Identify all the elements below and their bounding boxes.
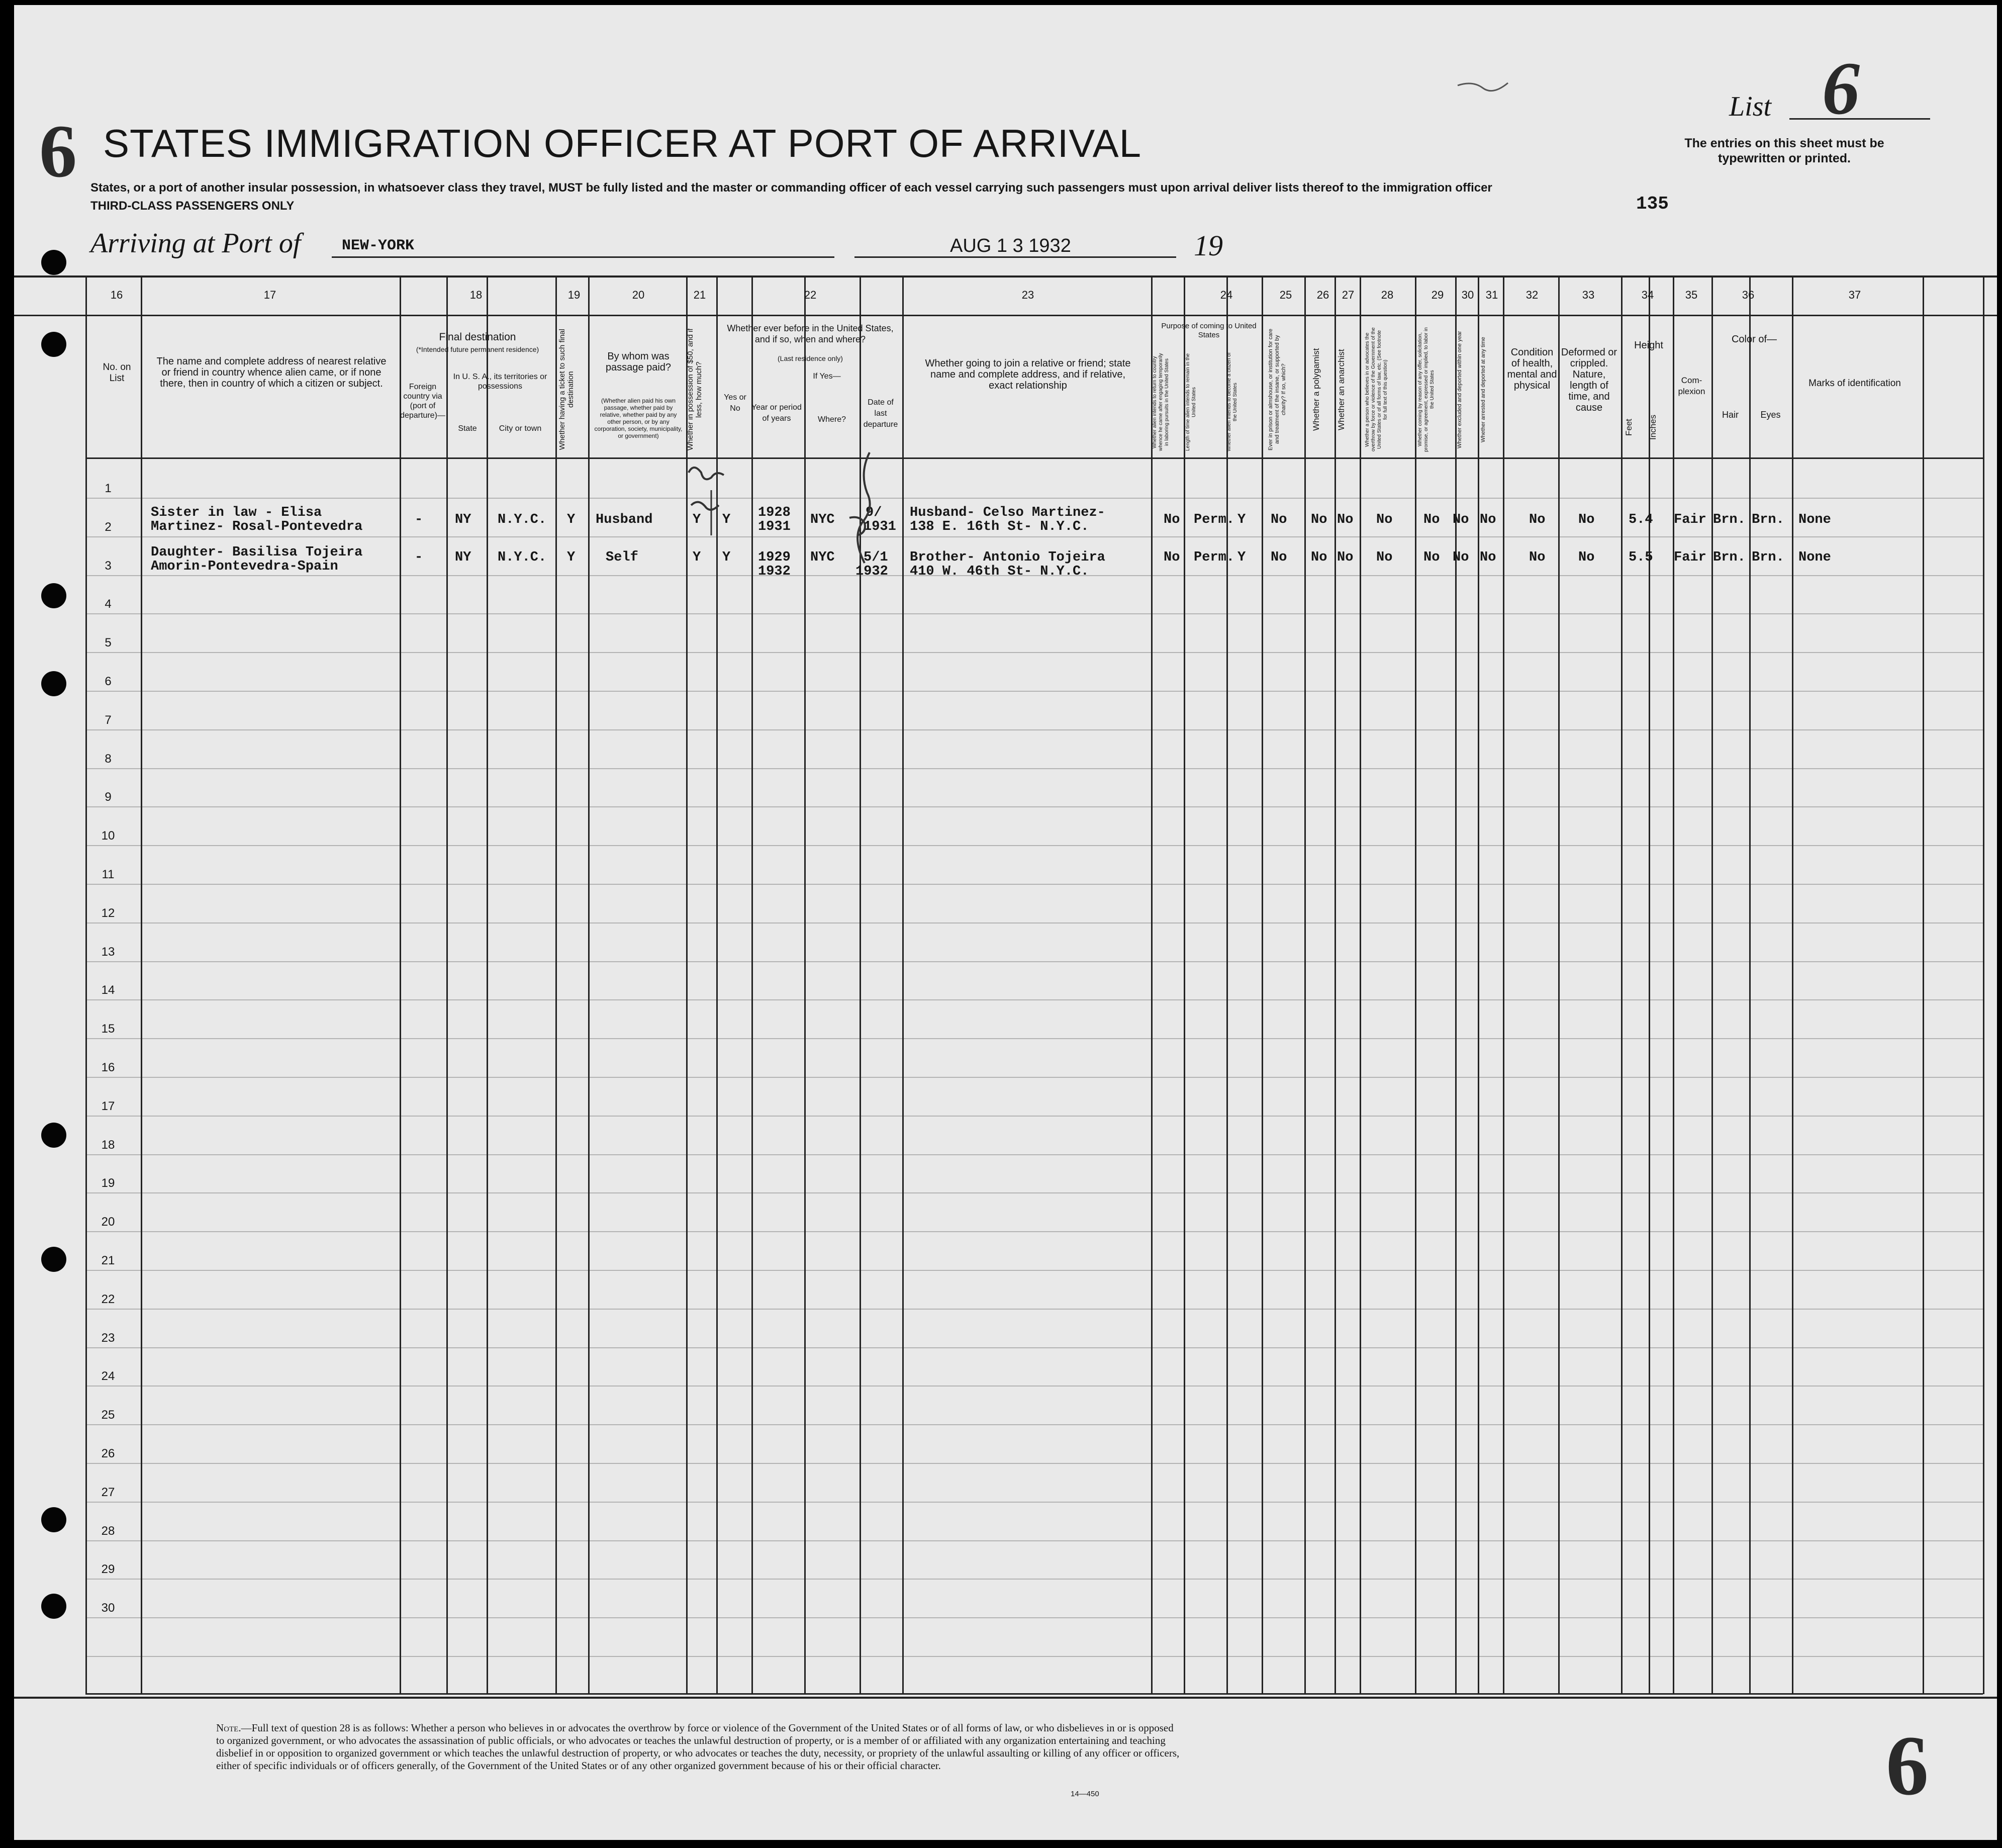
header-prison: Ever in prison or almshouse, or institution for care and treatment of the insane, or supported by charity? If so, which? bbox=[1268, 328, 1287, 451]
list-number: 6 bbox=[1822, 47, 1860, 130]
row2-possession: Y bbox=[693, 550, 701, 565]
header-height: Height bbox=[1634, 340, 1663, 351]
header-where: Where? bbox=[817, 415, 846, 424]
column-divider bbox=[1749, 278, 1751, 1694]
row-number: 20 bbox=[101, 1215, 115, 1229]
row-number: 22 bbox=[101, 1292, 115, 1306]
header-marks: Marks of identification bbox=[1808, 378, 1901, 389]
ruled-line bbox=[85, 691, 1983, 692]
table-top-border bbox=[14, 275, 1997, 278]
row2-state: NY bbox=[455, 550, 471, 565]
row-number: 21 bbox=[101, 1254, 115, 1267]
ruled-line bbox=[85, 999, 1983, 1000]
footnote-text: —Full text of question 28 is as follows: Whether a person who believes in or advocates the overthrow by force or violence of the Government of the United States or of all forms of law, or who disbelieves in or is opposed to organized government, or who advocates the assassination of public officials, or who advocates or teaches the unlawful destruction of property, or is a member of or affiliated with any organization entertaining and teaching disbelief in or opposition to organized government or which teaches the unlawful destruction of property, or who advocates or teaches the duty, necessity, or propriety of the unlawful assaulting or killing of any officer or officers, either of specific individuals or of officers generally, of the Government of the United States or of any other organized government because of his or their official character. bbox=[216, 1722, 1180, 1772]
col-num: 35 bbox=[1685, 289, 1698, 301]
ruled-line bbox=[85, 768, 1983, 769]
row1-polygamist: No bbox=[1311, 512, 1327, 527]
column-divider bbox=[1649, 278, 1650, 1694]
row-number: 10 bbox=[101, 829, 115, 843]
entries-note: The entries on this sheet must be typewritten or printed. bbox=[1684, 136, 1884, 165]
arriving-label: Arriving at Port of bbox=[90, 228, 301, 259]
ruled-line bbox=[85, 1463, 1983, 1464]
header-offer: Whether coming by reason of any offer, solicitation, promise, or agreement, expressed or implied, to labor in the United States bbox=[1417, 327, 1435, 452]
row-number: 18 bbox=[101, 1138, 115, 1152]
row-number: 13 bbox=[101, 945, 115, 959]
binder-hole bbox=[41, 1247, 66, 1272]
header-final-destination-note: (*Intended future permanent residence) bbox=[416, 345, 539, 353]
column-divider bbox=[1226, 278, 1228, 1694]
column-divider bbox=[1262, 278, 1263, 1694]
header-inches: Inches bbox=[1648, 414, 1658, 440]
header-ever-before: Whether ever before in the United States, and if so, when and where? bbox=[727, 323, 894, 344]
header-deformed: Deformed or crippled. Nature, length of time, and cause bbox=[1561, 347, 1617, 413]
header-feet: Feet bbox=[1624, 418, 1634, 436]
row-number: 29 bbox=[101, 1562, 115, 1576]
header-foreign-country: Foreign country via (port of departure)— bbox=[400, 383, 445, 420]
row-number: 9 bbox=[105, 790, 112, 804]
header-excluded: Whether excluded and deported within one year bbox=[1457, 331, 1463, 448]
row1-state: NY bbox=[455, 512, 471, 527]
column-divider bbox=[1923, 278, 1924, 1694]
header-anarchist: Whether an anarchist bbox=[1337, 349, 1346, 430]
row1-foreign: - bbox=[415, 512, 423, 527]
row2-polygamist: No bbox=[1311, 550, 1327, 565]
row-number: 4 bbox=[105, 597, 112, 611]
column-divider bbox=[400, 278, 401, 1694]
column-divider bbox=[555, 278, 557, 1694]
header-by-whom-note: (Whether alien paid his own passage, whether paid by relative, whether paid by any other person, or by any corporation, society, municipality, or government) bbox=[594, 397, 683, 439]
column-divider bbox=[1621, 278, 1623, 1694]
row2-excluded: No bbox=[1453, 550, 1469, 565]
row2-arrested: No bbox=[1480, 550, 1496, 565]
header-year-period: Year or period of years bbox=[751, 403, 802, 423]
row-number: 19 bbox=[101, 1176, 115, 1190]
ruled-line bbox=[85, 1192, 1983, 1193]
column-divider bbox=[487, 278, 488, 1694]
ruled-line bbox=[85, 1424, 1983, 1425]
row1-possession: Y bbox=[693, 512, 701, 527]
header-instruction: States, or a port of another insular possession, in whatsoever class they travel, MUST be fully listed and the master or commanding officer of each vessel carrying such passengers must upon arrival deliver lists thereof to the immigration officer bbox=[90, 181, 1492, 195]
column-divider bbox=[1184, 278, 1185, 1694]
header-purpose-length: Length of time alien intends to remain in the United States bbox=[1185, 353, 1197, 451]
row2-prison: No bbox=[1271, 550, 1287, 565]
row-number: 3 bbox=[105, 559, 112, 573]
ruled-line bbox=[85, 1116, 1983, 1117]
ruled-line bbox=[85, 1309, 1983, 1310]
col-num: 19 bbox=[567, 289, 581, 301]
footnote-lead: Note. bbox=[216, 1722, 241, 1734]
col-num: 26 bbox=[1316, 289, 1329, 301]
row1-join-line1: Husband- Celso Martinez- bbox=[910, 505, 1105, 520]
row2-hair: Brn. bbox=[1713, 550, 1746, 565]
pencil-mark bbox=[1453, 65, 1513, 106]
row2-years-line2: 1932 bbox=[758, 564, 791, 579]
ruled-line bbox=[85, 729, 1983, 730]
col-num: 29 bbox=[1431, 289, 1444, 301]
row1-height: 5.4 bbox=[1629, 512, 1653, 527]
footnote bbox=[216, 1722, 1181, 1772]
ruled-line bbox=[85, 1617, 1983, 1618]
row2-overthrow: No bbox=[1376, 550, 1393, 565]
row2-health: No bbox=[1529, 550, 1546, 565]
row2-complexion: Fair bbox=[1674, 550, 1706, 565]
col-num: 17 bbox=[263, 289, 276, 301]
ruled-line bbox=[85, 845, 1983, 846]
ruled-line bbox=[85, 613, 1983, 614]
column-divider bbox=[1673, 278, 1674, 1694]
row1-anarchist: No bbox=[1337, 512, 1354, 527]
col-num: 31 bbox=[1485, 289, 1498, 301]
column-divider bbox=[1503, 278, 1504, 1694]
column-divider bbox=[1151, 278, 1153, 1694]
column-divider bbox=[141, 278, 142, 1694]
row-number: 26 bbox=[101, 1447, 115, 1460]
header-possession: Whether in possession of $50, and if less, how much? bbox=[686, 328, 703, 451]
column-divider bbox=[446, 278, 448, 1694]
col-num: 33 bbox=[1582, 289, 1595, 301]
row-number: 17 bbox=[101, 1099, 115, 1113]
footer-rule bbox=[14, 1697, 1997, 1699]
row2-deformed: No bbox=[1578, 550, 1595, 565]
col-num: 18 bbox=[469, 289, 483, 301]
row-number: 1 bbox=[105, 482, 112, 495]
row2-height: 5.5 bbox=[1629, 550, 1653, 565]
row-number: 12 bbox=[101, 906, 115, 920]
header-date-departure: Date of last departure bbox=[863, 398, 898, 429]
header-purpose-citizen: Whether alien intends to become a citizen of the United States bbox=[1226, 352, 1238, 452]
table-bottom-rule bbox=[85, 1693, 1983, 1695]
row2-join-line2: 410 W. 46th St- N.Y.C. bbox=[910, 564, 1089, 579]
header-by-whom: By whom was passage paid? bbox=[605, 351, 672, 373]
row-number: 27 bbox=[101, 1486, 115, 1499]
col-num: 37 bbox=[1848, 289, 1861, 301]
binder-hole bbox=[41, 1507, 66, 1532]
row-number: 6 bbox=[105, 675, 112, 688]
column-divider bbox=[1334, 278, 1336, 1694]
row1-citizen: Y bbox=[1237, 512, 1246, 527]
binder-hole bbox=[41, 332, 66, 357]
col-num: 25 bbox=[1279, 289, 1292, 301]
header-class: THIRD-CLASS PASSENGERS ONLY bbox=[90, 199, 295, 213]
header-purpose-return: Whether alien intends to return to country whence he came after engaging temporarily in laboring pursuits in the United States bbox=[1152, 353, 1170, 451]
row-number: 23 bbox=[101, 1331, 115, 1345]
year-prefix: 19 bbox=[1194, 229, 1223, 262]
ruled-line bbox=[85, 1270, 1983, 1271]
col-num: 23 bbox=[1021, 289, 1034, 301]
handwritten-annotations bbox=[653, 442, 935, 593]
col-num: 28 bbox=[1381, 289, 1394, 301]
row1-paid-by: Husband bbox=[596, 512, 653, 527]
binder-hole bbox=[41, 1123, 66, 1148]
col-num: 22 bbox=[804, 289, 817, 301]
row-number: 5 bbox=[105, 636, 112, 650]
row2-foreign: - bbox=[415, 550, 423, 565]
ruled-line bbox=[85, 1579, 1983, 1580]
list-underline bbox=[1789, 118, 1930, 120]
column-number-rule bbox=[14, 315, 1997, 316]
row1-deformed: No bbox=[1578, 512, 1595, 527]
row2-offer: No bbox=[1423, 550, 1440, 565]
header-condition: Condition of health, mental and physical bbox=[1507, 347, 1557, 391]
row2-city: N.Y.C. bbox=[498, 550, 547, 565]
col-num: 21 bbox=[693, 289, 706, 301]
row2-where: NYC bbox=[810, 550, 835, 565]
row2-eyes: Brn. bbox=[1752, 550, 1784, 565]
ruled-line bbox=[85, 1077, 1983, 1078]
row1-health: No bbox=[1529, 512, 1546, 527]
row2-join-line1: Brother- Antonio Tojeira bbox=[910, 550, 1105, 565]
column-divider bbox=[1983, 278, 1984, 1694]
row2-date-line1: 5/1 bbox=[864, 550, 888, 565]
port-value: NEW-YORK bbox=[342, 237, 415, 254]
row-number: 15 bbox=[101, 1022, 115, 1036]
col-num: 27 bbox=[1342, 289, 1355, 301]
row2-date-line2: 1932 bbox=[855, 564, 888, 579]
col-num: 24 bbox=[1220, 289, 1233, 301]
column-divider bbox=[85, 278, 87, 1694]
header-state: State bbox=[458, 424, 477, 433]
row1-length: Perm. bbox=[1194, 512, 1235, 527]
form-code: 14—450 bbox=[1071, 1790, 1099, 1798]
header-no-on-list: No. on List bbox=[103, 362, 131, 384]
ruled-line bbox=[85, 806, 1983, 807]
ruled-line bbox=[85, 1385, 1983, 1387]
row2-length: Perm. bbox=[1194, 550, 1235, 565]
row-number: 24 bbox=[101, 1369, 115, 1383]
header-in-usa: In U. S. A., its territories or possessions bbox=[453, 373, 547, 391]
col-num: 16 bbox=[110, 289, 123, 301]
row-number: 16 bbox=[101, 1061, 115, 1074]
col-num: 36 bbox=[1742, 289, 1755, 301]
binder-hole bbox=[41, 583, 66, 608]
column-divider bbox=[1455, 278, 1457, 1694]
row1-complexion: Fair bbox=[1674, 512, 1706, 527]
col-num: 32 bbox=[1526, 289, 1539, 301]
ruled-line bbox=[85, 498, 1983, 499]
header-color-of: Color of— bbox=[1731, 334, 1777, 345]
row2-citizen: Y bbox=[1237, 550, 1246, 565]
row1-relative-line1: Sister in law - Elisa bbox=[151, 505, 322, 520]
header-polygamist: Whether a polygamist bbox=[1311, 348, 1321, 431]
row2-ticket: Y bbox=[567, 550, 576, 565]
row1-before: Y bbox=[722, 512, 731, 527]
row-number: 7 bbox=[105, 713, 112, 727]
row2-return: No bbox=[1164, 550, 1180, 565]
column-divider bbox=[1478, 278, 1479, 1694]
row1-join-line2: 138 E. 16th St- N.Y.C. bbox=[910, 519, 1089, 534]
row2-relative-line2: Amorin-Pontevedra-Spain bbox=[151, 559, 338, 574]
header-eyes: Eyes bbox=[1760, 410, 1781, 420]
ruled-line bbox=[85, 884, 1983, 885]
row1-ticket: Y bbox=[567, 512, 576, 527]
header-ticket: Whether having a ticket to such final destination bbox=[558, 329, 575, 450]
column-divider bbox=[588, 278, 590, 1694]
header-hair: Hair bbox=[1722, 410, 1739, 420]
header-final-destination: Final destination bbox=[439, 331, 516, 343]
ruled-line bbox=[85, 1154, 1983, 1155]
row-number: 2 bbox=[105, 520, 112, 534]
row1-date-line2: 1931 bbox=[864, 519, 896, 534]
page-reference: 135 bbox=[1636, 194, 1669, 214]
row1-marks: None bbox=[1798, 512, 1831, 527]
row1-offer: No bbox=[1423, 512, 1440, 527]
row1-prison: No bbox=[1271, 512, 1287, 527]
row1-years-line2: 1931 bbox=[758, 519, 791, 534]
header-yes-or-no: Yes or No bbox=[724, 393, 746, 413]
col-num: 30 bbox=[1461, 289, 1474, 301]
row1-where: NYC bbox=[810, 512, 835, 527]
header-purpose: Purpose of coming to United States bbox=[1161, 322, 1257, 339]
column-divider bbox=[1360, 278, 1361, 1694]
ruled-line bbox=[85, 1656, 1983, 1657]
ruled-line bbox=[85, 922, 1983, 923]
header-last-residence: (Last residence only) bbox=[778, 354, 843, 362]
ruled-line bbox=[85, 1540, 1983, 1541]
ruled-line bbox=[85, 652, 1983, 653]
row2-years-line1: 1929 bbox=[758, 550, 791, 565]
ruled-line bbox=[85, 1038, 1983, 1039]
row2-relative-line1: Daughter- Basilisa Tojeira bbox=[151, 545, 363, 560]
row1-eyes: Brn. bbox=[1752, 512, 1784, 527]
column-divider bbox=[1558, 278, 1560, 1694]
column-divider bbox=[1711, 278, 1713, 1694]
ruled-line bbox=[85, 1347, 1983, 1348]
row1-arrested: No bbox=[1480, 512, 1496, 527]
header-complexion: Com- plexion bbox=[1678, 376, 1705, 396]
row2-before: Y bbox=[722, 550, 731, 565]
header-join-relative: Whether going to join a relative or friend; state name and complete address, and if relative, exact relationship bbox=[925, 358, 1131, 391]
header-overthrow: Whether a person who believes in or advocates the overthrow by force or violence of the Government of the United States or of all forms of law, etc. (See footnote for full text of this question) bbox=[1365, 327, 1388, 452]
row2-anarchist: No bbox=[1337, 550, 1354, 565]
row1-return: No bbox=[1164, 512, 1180, 527]
row2-paid-by: Self bbox=[606, 550, 638, 565]
binder-hole bbox=[41, 1594, 66, 1619]
header-if-yes: If Yes— bbox=[813, 372, 841, 381]
row-number: 25 bbox=[101, 1408, 115, 1422]
row1-city: N.Y.C. bbox=[498, 512, 547, 527]
row1-relative-line2: Martinez- Rosal-Pontevedra bbox=[151, 519, 363, 534]
footer-number: 6 bbox=[1886, 1718, 1929, 1813]
row-number: 14 bbox=[101, 983, 115, 997]
row-number: 11 bbox=[102, 868, 115, 881]
header-arrested: Whether arrested and deported at any time bbox=[1480, 337, 1486, 442]
ruled-line bbox=[85, 961, 1983, 962]
row-number: 28 bbox=[101, 1524, 115, 1538]
row1-years-line1: 1928 bbox=[758, 505, 791, 520]
col-num: 20 bbox=[632, 289, 645, 301]
column-divider bbox=[1304, 278, 1306, 1694]
row1-hair: Brn. bbox=[1713, 512, 1746, 527]
port-underline bbox=[332, 256, 834, 258]
col-num: 34 bbox=[1641, 289, 1654, 301]
date-stamp: AUG 1 3 1932 bbox=[950, 235, 1071, 256]
list-label: List bbox=[1729, 91, 1772, 122]
row1-overthrow: No bbox=[1376, 512, 1393, 527]
column-divider bbox=[1792, 278, 1793, 1694]
header-bottom-rule bbox=[85, 457, 1983, 459]
row2-marks: None bbox=[1798, 550, 1831, 565]
header-city: City or town bbox=[499, 424, 542, 433]
binder-hole bbox=[41, 250, 66, 275]
sheet-number: 6 bbox=[39, 110, 77, 193]
ruled-line bbox=[85, 536, 1983, 537]
row1-excluded: No bbox=[1453, 512, 1469, 527]
binder-hole bbox=[41, 671, 66, 696]
page-title: STATES IMMIGRATION OFFICER AT PORT OF ARRIVAL bbox=[103, 121, 1142, 165]
ruled-line bbox=[85, 1231, 1983, 1232]
header-relative-country: The name and complete address of nearest relative or friend in country whence alien came, or if none there, then in country of which a citizen or subject. bbox=[156, 356, 387, 389]
row-number: 30 bbox=[101, 1601, 115, 1615]
row1-date-line1: 9/ bbox=[866, 505, 882, 520]
row-number: 8 bbox=[105, 752, 112, 766]
column-divider bbox=[1415, 278, 1416, 1694]
ruled-line bbox=[85, 1502, 1983, 1503]
